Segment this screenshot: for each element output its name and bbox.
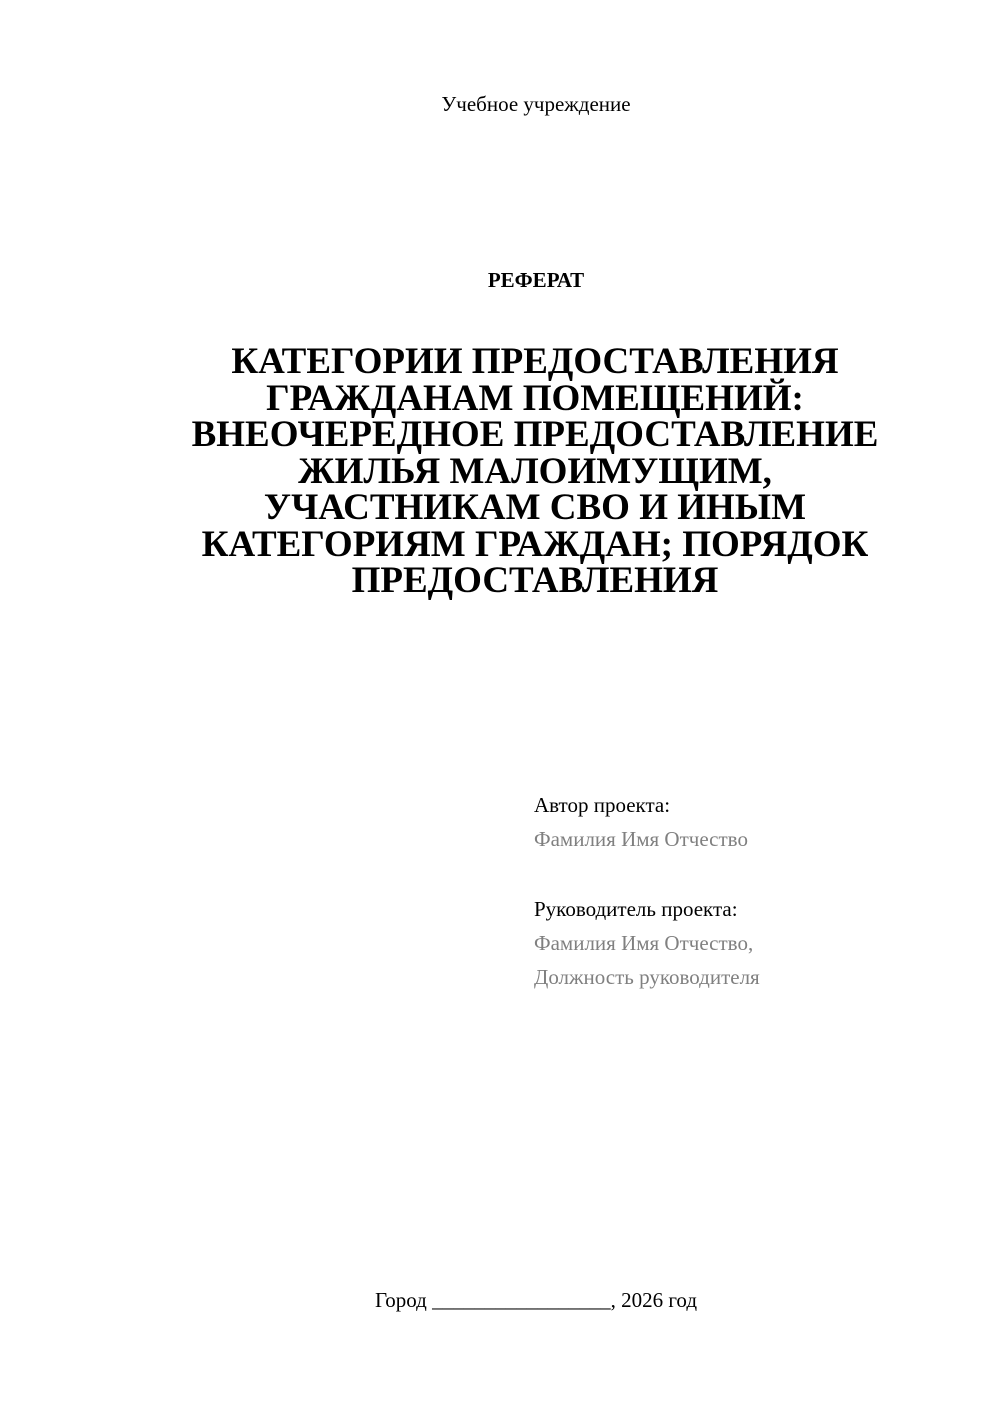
title-line: ЖИЛЬЯ МАЛОИМУЩИМ, [298,450,772,492]
title-line: ВНЕОЧЕРЕДНОЕ ПРЕДОСТАВЛЕНИЕ [191,414,879,455]
document-type: РЕФЕРАТ [487,268,585,292]
supervisor-name: Фамилия Имя Отчество, [534,931,754,955]
document-title [160,341,910,601]
title-line: ГРАЖДАНАМ ПОМЕЩЕНИЙ: [266,377,804,419]
supervisor-label: Руководитель проекта: [534,897,738,921]
title-line: КАТЕГОРИИ ПРЕДОСТАВЛЕНИЯ [231,341,839,382]
title-line: УЧАСТНИКАМ СВО И ИНЫМ [263,487,807,528]
author-name: Фамилия Имя Отчество [534,827,748,851]
title-line: КАТЕГОРИЯМ ГРАЖДАН; ПОРЯДОК [201,523,869,565]
author-label: Автор проекта: [534,793,671,817]
footer-city-year: Город _________________, 2026 год [374,1288,698,1312]
supervisor-position: Должность руководителя [534,965,760,989]
credits-spacer [534,856,974,892]
title-line: ПРЕДОСТАВЛЕНИЯ [351,560,719,601]
credits-block [534,788,974,994]
institution-name: Учебное учреждение [441,92,631,116]
